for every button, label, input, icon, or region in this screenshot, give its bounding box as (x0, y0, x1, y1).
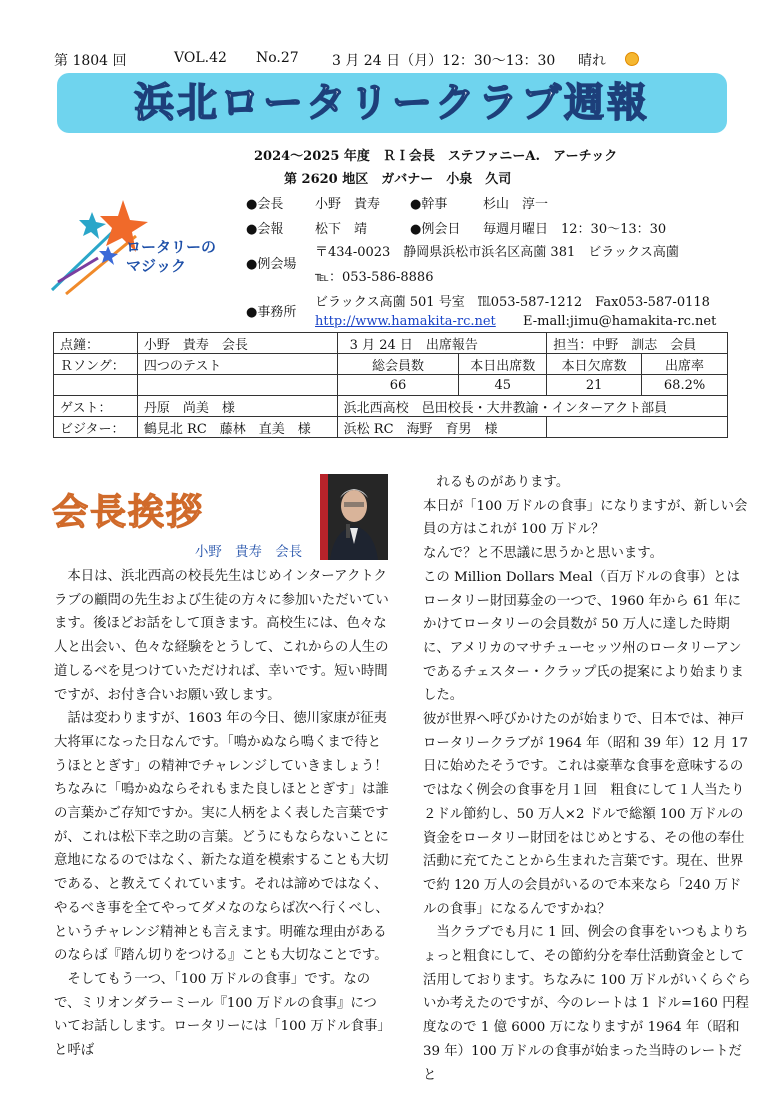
weather: 晴れ (578, 53, 606, 69)
sun-icon (625, 52, 639, 66)
rate-header: 出席率 (642, 354, 728, 375)
president-photo (320, 474, 388, 560)
paragraph: なんで？と不思議に思うかと思います。 (423, 546, 663, 562)
present-count: 45 (459, 375, 547, 396)
report-staff: 担当：中野 訓志 会員 (547, 333, 728, 354)
visitor-2: 浜松 RC 海野 育男 様 (337, 417, 547, 438)
venue-label: ●例会場 (246, 257, 297, 272)
total-members-header: 総会員数 (337, 354, 459, 375)
logo-text: ロータリーのマジック (126, 238, 217, 275)
email: E-mall:jimu@hamakita-rc.net (523, 314, 717, 329)
paragraph: 彼が世界へ呼びかけたのが始まりで、日本では、神戸ロータリークラブが 1964 年（昭和 39 年）12 月 17 日に始めたそうです。これは豪華な食事を意味するのではなく例会の食事を月１回 粗食にして１人当たり２ドル節約し、50 万人×2 ドルで総額 100 万ドルの資金をロータリー財団をはじめとする、その他の奉仕活動に充てたことから生まれた言葉です。現在、世界で約 120 万人の会員がいるので本来なら「240 万ドルの食事」になるんですかね？ (423, 712, 748, 917)
meeting-day: 毎週月曜日 12：30～13：30 (483, 222, 667, 237)
paragraph: れるものがあります。 (436, 475, 570, 490)
table-row (54, 396, 728, 417)
district-governor-line: 第 2620 地区 ガバナー 小泉 久司 (284, 172, 512, 187)
left-column (54, 565, 390, 1063)
table-row (54, 417, 728, 438)
president-label: ●会長 (246, 197, 284, 212)
bell-label: 点鐘： (54, 333, 138, 354)
right-column (423, 471, 753, 1087)
absent-count: 21 (547, 375, 642, 396)
venue-tel: ℡：053-586-8886 (315, 270, 434, 285)
section-title: 会長挨拶 (52, 492, 205, 533)
table-row (54, 333, 728, 354)
paragraph: この Million Dollars Meal（百万ドルの食事）とはロータリー財団募金の一つで、1960 年から 61 年にかけてロータリーの会員数が 50 万人に達した時期に、アメリカのマサチューセッツ州のロータリーアンであるチェスター・クラップ氏の提案により始まりました。 (423, 569, 744, 704)
meeting-date: 3 月 24 日（月）12：30～13：30 (332, 53, 556, 69)
guest-label: ゲスト： (54, 396, 138, 417)
total-members: 66 (337, 375, 459, 396)
office-address: ビラックス高薗 501 号室 ℡053-587-1212 Fax053-587-0118 (315, 295, 710, 310)
title-banner (57, 73, 727, 133)
guest-school: 浜北西高校 邑田校長・大井教諭・インターアクト部員 (337, 396, 727, 417)
bulletin-label: ●会報 (246, 222, 284, 237)
bell-value: 小野 貴寿 会長 (137, 333, 337, 354)
venue-address: 〒434-0023 静岡県浜松市浜名区高薗 381 ビラックス高薗 (315, 245, 679, 260)
secretary-name: 杉山 淳一 (483, 197, 549, 212)
visitor-1: 鶴見北 RC 藤林 直美 様 (137, 417, 337, 438)
visitor-label: ビジター： (54, 417, 138, 438)
paragraph: 本日は、浜北西高の校長先生はじめインターアクトクラブの顧問の先生および生徒の方々に参加いただいています。後ほどお話をして頂きます。高校生には、色々な人と出会い、色々な経験をとうして、これからの人生の道しるべを見つけていただければ、幸いです。短い時間ですが、お付き合いお願い致します。 (54, 569, 389, 703)
bulletin-name: 松下 靖 (315, 222, 368, 237)
president-name: 小野 貴寿 (315, 197, 381, 212)
attendance-table (53, 332, 728, 438)
meeting-day-label: ●例会日 (410, 222, 461, 237)
paragraph: 話は変わりますが、1603 年の今日、徳川家康が征夷大将軍になった日なんです。「鳴かぬなら鳴くまで待とうほととぎす」の精神でチャレンジしていきましょう！ちなみに「鳴かぬならそれもまた良しほととぎす」は誰の言葉かご存知ですか。実に人柄をよく表した言葉ですが、これは松下幸之助の言葉。どうにもならないことに意地になるのではなく、新たな道を模索することも大切である、と教えてくれています。それは諦めではなく、やるべき事を全てやってダメなのならば次へ行くべし、というチャレンジ精神とも言えます。明確な理由があるのならば『踏ん切りをつける』ことも大切なことです。 (54, 711, 389, 964)
present-header: 本日出席数 (459, 354, 547, 375)
guest-name: 丹原 尚美 様 (137, 396, 337, 417)
attendance-rate: 68.2% (642, 375, 728, 396)
song-label: Ｒソング： (54, 354, 138, 375)
ri-president-line: 2024～2025 年度 ＲＩ会長 ステファニーA. アーチック (254, 149, 618, 164)
office-label: ●事務所 (246, 305, 297, 320)
meeting-number: 第 1804 回 (54, 53, 127, 69)
table-row (54, 354, 728, 375)
volume: VOL.42 (174, 50, 227, 66)
attendance-report-title: 3 月 24 日 出席報告 (337, 333, 547, 354)
paragraph: 本日が「100 万ドルの食事」になりますが、新しい会員の方はこれが 100 万ドル？ (423, 498, 748, 538)
page-title: 浜北ロータリークラブ週報 (134, 80, 650, 126)
table-row (54, 375, 728, 396)
absent-header: 本日欠席数 (547, 354, 642, 375)
paragraph: 当クラブでも月に 1 回、例会の食事をいつもよりちょっと粗食にして、その節約分を奉仕活動資金として活用しております。ちなみに 100 万ドルがいくらぐらいか考えたのですが、今のレートは 1 ドル=160 円程度なので 1 億 6000 万になりますが 1964 年（昭和 39 年）100 万ドルの食事が始まった当時のレートだと (423, 925, 751, 1083)
secretary-label: ●幹事 (410, 197, 448, 212)
author-name: 小野 貴寿 会長 (195, 545, 303, 560)
issue-number: No.27 (256, 50, 299, 66)
rotary-magic-logo (48, 192, 228, 302)
song-value: 四つのテスト (137, 354, 337, 375)
paragraph: そしてもう一つ、「100 万ドルの食事」です。なので、ミリオンダラーミール『100 万ドルの食事』についてお話しします。ロータリーには「100 万ドル食事」と呼ば (54, 971, 385, 1059)
website-link[interactable]: http://www.hamakita-rc.net (315, 314, 496, 329)
